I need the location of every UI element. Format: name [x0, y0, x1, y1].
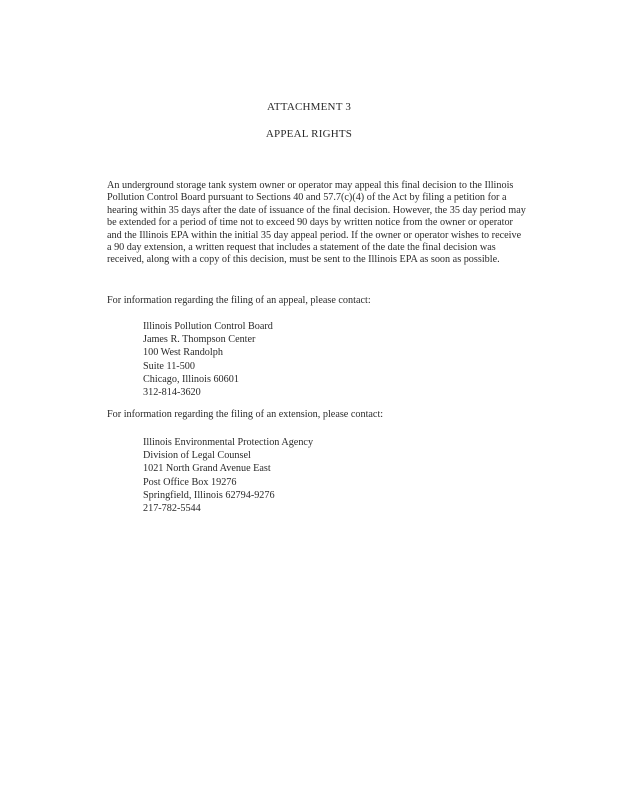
- address-line-street: 100 West Randolph: [143, 347, 223, 359]
- appeal-rights-paragraph: An underground storage tank system owner or operator may appeal this final decision to the Illinois Pollution Control Board pursuant to Sections 40 and 57.7(c)(4) of the Act by filing a petition for a hearing within 35 days after the date of issuance of the final decision. However, the 35 day period may be extended for a period of time not to exceed 90 days by written notice from the owner or operator and the Illinois EPA within the initial 35 day appeal period. If the owner or operator wishes to receive a 90 day extension, a written request that includes a statement of the date the final decision was received, along with a copy of this decision, must be sent to the Illinois EPA as soon as possible.: [107, 180, 526, 266]
- address-line-suite: Suite 11-500: [143, 360, 195, 372]
- address-line-phone: 312-814-3620: [143, 387, 201, 399]
- address-line-name: Illinois Pollution Control Board: [143, 321, 273, 332]
- address-line-po-box: Post Office Box 19276: [143, 476, 237, 488]
- address-line-phone: 217-782-5544: [143, 503, 201, 515]
- address-line-name: Illinois Environmental Protection Agency: [143, 437, 314, 448]
- attachment-title: ATTACHMENT 3: [266, 101, 352, 113]
- address-line-city: Chicago, Illinois 60601: [143, 373, 239, 385]
- section-title: APPEAL RIGHTS: [265, 128, 353, 140]
- address-line-street: 1021 North Grand Avenue East: [143, 463, 271, 475]
- address-line-division: Division of Legal Counsel: [143, 450, 251, 462]
- appeal-contact-intro: For information regarding the filing of an appeal, please contact:: [107, 295, 371, 306]
- appeal-contact-address: [143, 320, 273, 399]
- extension-contact-address: [143, 436, 313, 515]
- address-line-city: Springfield, Illinois 62794-9276: [143, 489, 275, 501]
- address-line-building: James R. Thompson Center: [143, 334, 256, 346]
- extension-contact-intro: For information regarding the filing of an extension, please contact:: [107, 409, 384, 420]
